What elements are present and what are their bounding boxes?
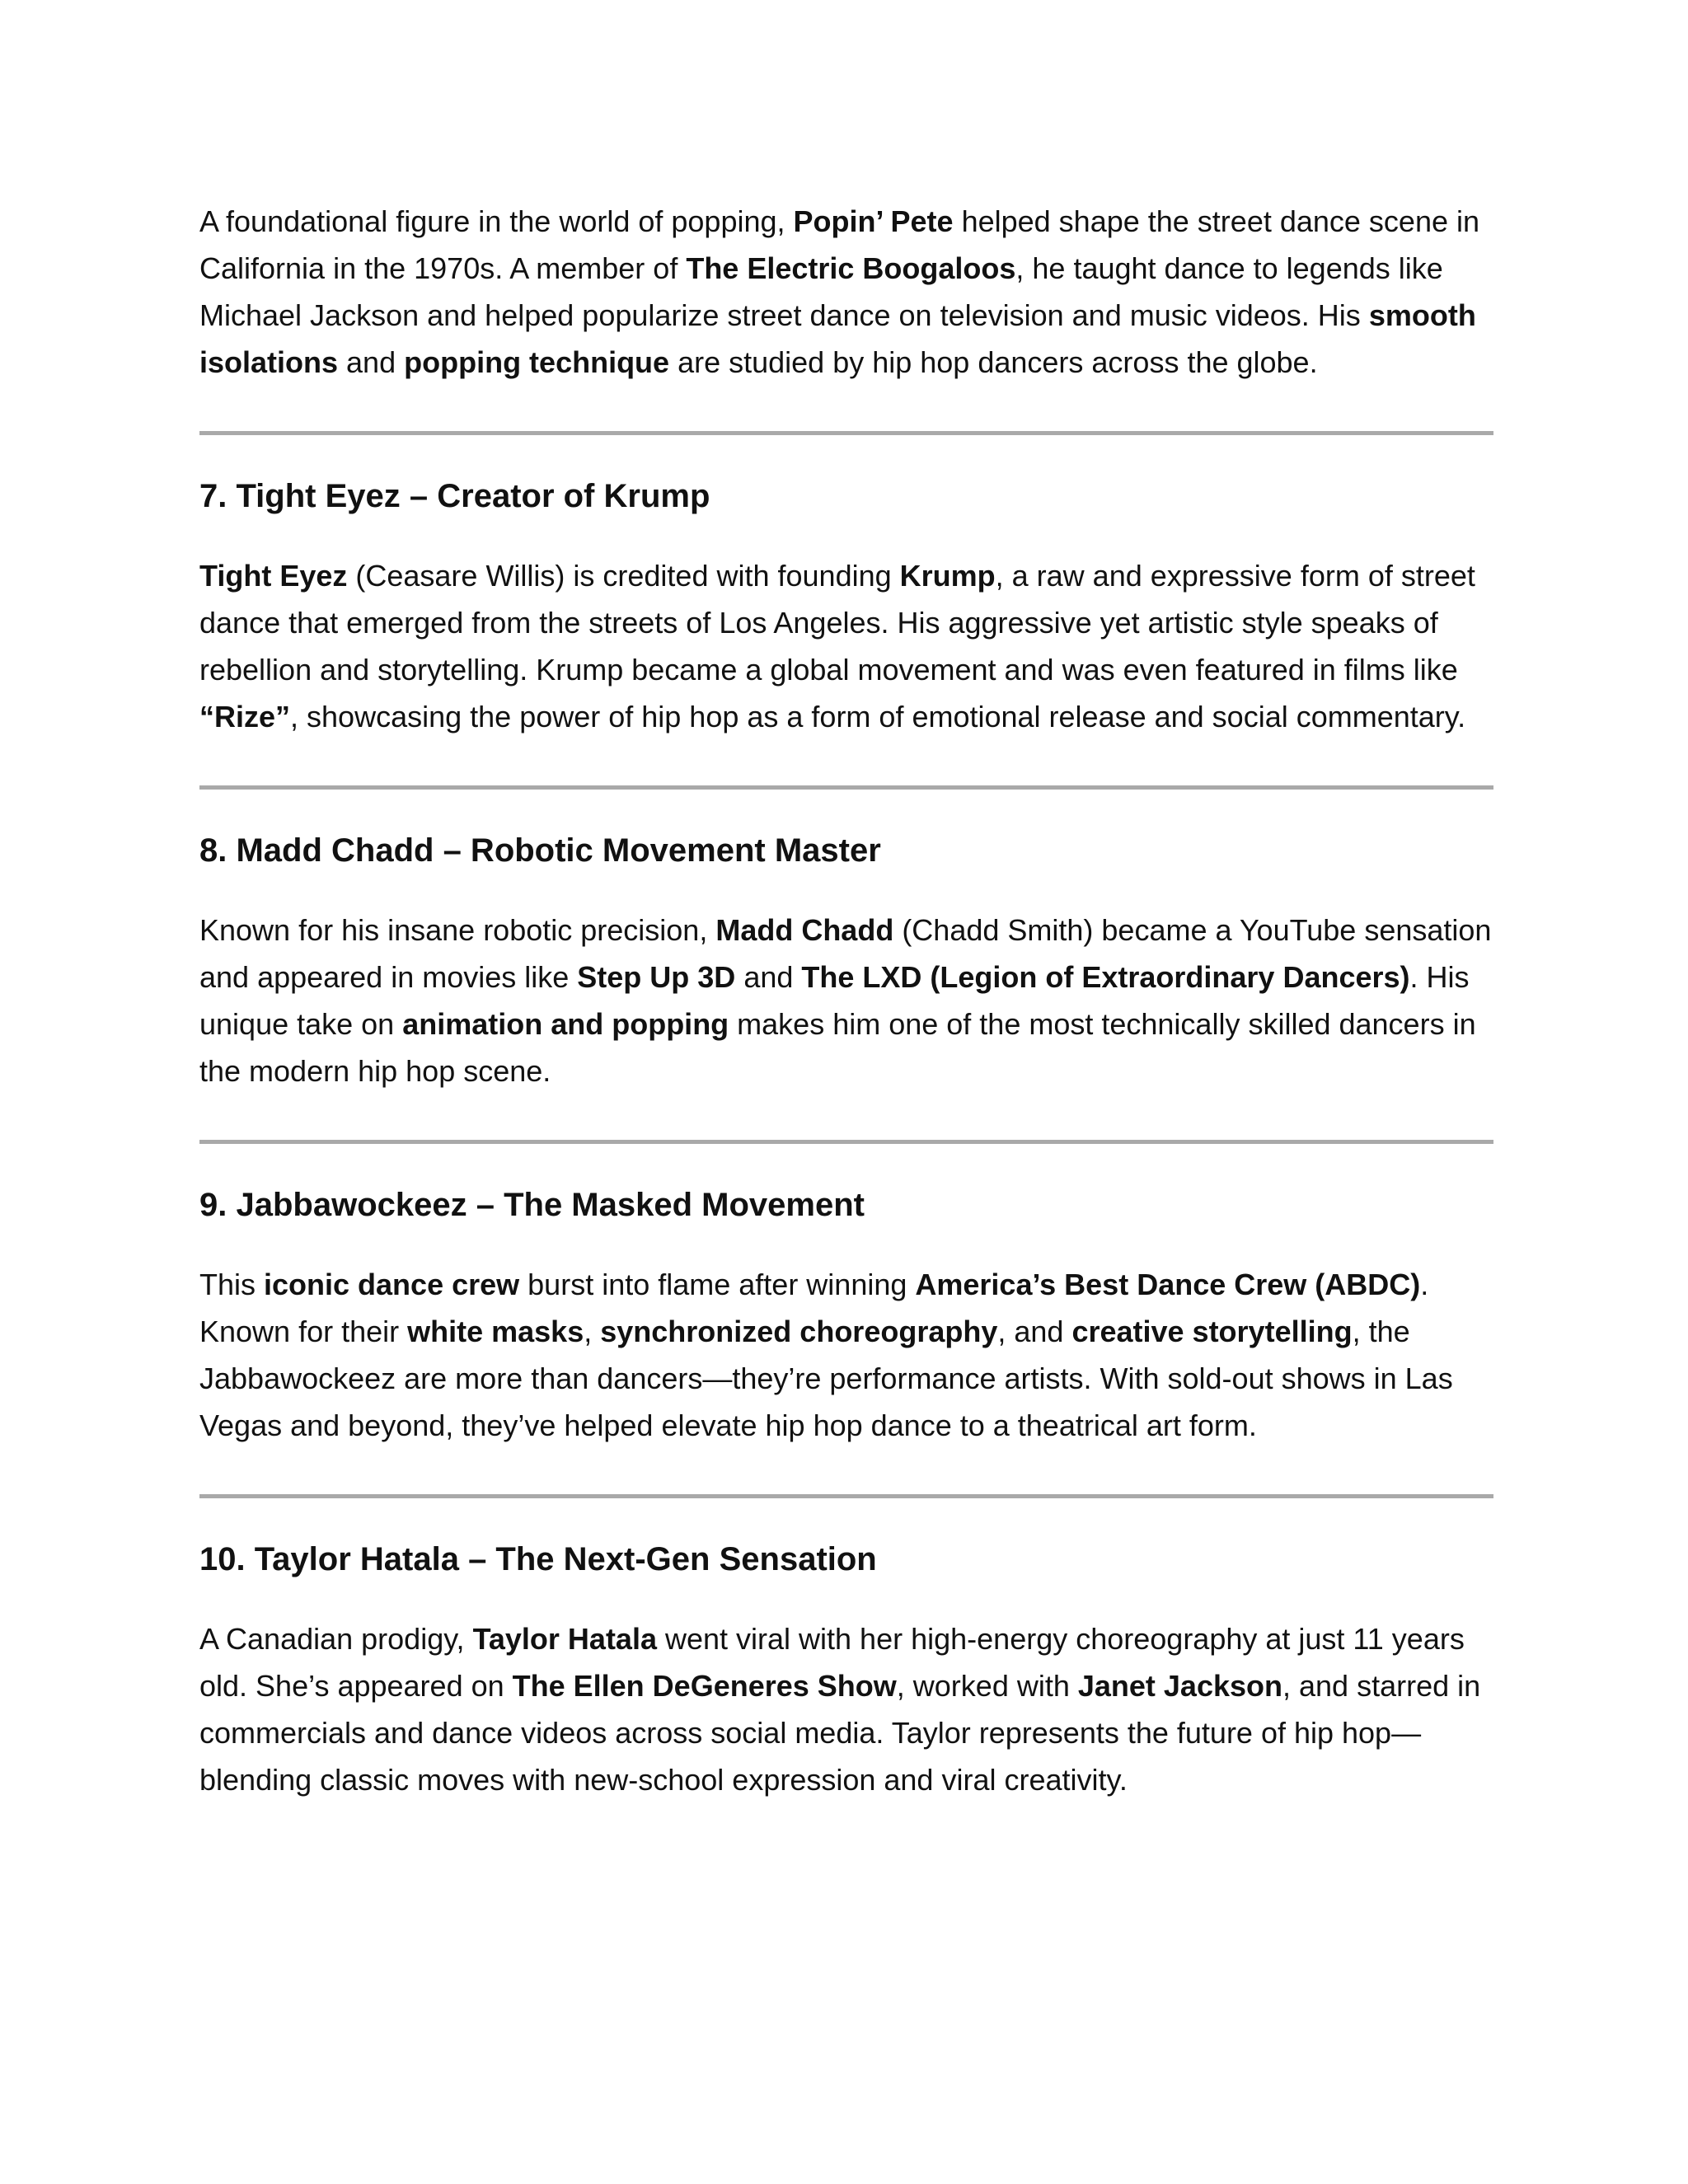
bold-text: popping technique — [404, 345, 670, 379]
bold-text: The Ellen DeGeneres Show — [512, 1669, 897, 1703]
section-7-heading: 7. Tight Eyez – Creator of Krump — [199, 478, 710, 514]
bold-text: Tight Eyez — [199, 559, 348, 593]
section-10-heading: 10. Taylor Hatala – The Next-Gen Sensation — [199, 1541, 877, 1577]
bold-text: Madd Chadd — [715, 913, 894, 947]
bold-text: Janet Jackson — [1077, 1669, 1282, 1703]
section-0-paragraph: A foundational figure in the world of popping, Popin’ Pete helped shape the street dance scene in California in the 1970s. A member of The Electric Boogaloos, he taught dance to legends like Michael Jackson and helped popularize street dance on television and music videos. His smooth isolations and popping technique are studied by hip hop dancers across the globe. — [199, 204, 1480, 379]
section-7-paragraph: Tight Eyez (Ceasare Willis) is credited with founding Krump, a raw and expressive form of street dance that emerged from the streets of Los Angeles. His aggressive yet artistic style speaks of rebellion and storytelling. Krump became a global movement and was even featured in films like “Rize”, showcasing the power of hip hop as a form of emotional release and social commentary. — [199, 559, 1475, 733]
bold-text: animation and popping — [402, 1007, 729, 1041]
bold-text: Popin’ Pete — [793, 204, 954, 238]
bold-text: The LXD (Legion of Extraordinary Dancers) — [801, 960, 1410, 994]
section-9-heading: 9. Jabbawockeez – The Masked Movement — [199, 1187, 865, 1223]
section-divider — [199, 431, 1493, 435]
bold-text: creative storytelling — [1071, 1315, 1353, 1348]
bold-text: synchronized choreography — [600, 1315, 998, 1348]
bold-text: Step Up 3D — [577, 960, 736, 994]
section-9-paragraph: This iconic dance crew burst into flame after winning America’s Best Dance Crew (ABDC). Known for their white masks, synchronized choreography, and creative storytelling, the Jabbawockeez are more than dancers—they’re performance artists. With sold-out shows in Las Vegas and beyond, they’ve helped elevate hip hop dance to a theatrical art form. — [199, 1268, 1453, 1442]
bold-text: America’s Best Dance Crew (ABDC) — [915, 1268, 1421, 1301]
bold-text: The Electric Boogaloos — [686, 251, 1016, 285]
section-8-paragraph: Known for his insane robotic precision, Madd Chadd (Chadd Smith) became a YouTube sensation and appeared in movies like Step Up 3D and The LXD (Legion of Extraordinary Dancers). His unique take on animation and popping makes him one of the most technically skilled dancers in the modern hip hop scene. — [199, 913, 1492, 1088]
section-divider — [199, 1140, 1493, 1144]
bold-text: smooth isolations — [199, 298, 1476, 379]
bold-text: Krump — [899, 559, 996, 593]
bold-text: iconic dance crew — [264, 1268, 520, 1301]
bold-text: white masks — [407, 1315, 584, 1348]
section-divider — [199, 785, 1493, 790]
bold-text: “Rize” — [199, 700, 291, 733]
section-8-heading: 8. Madd Chadd – Robotic Movement Master — [199, 832, 881, 869]
bold-text: Taylor Hatala — [472, 1622, 657, 1656]
section-10-paragraph: A Canadian prodigy, Taylor Hatala went viral with her high-energy choreography at just 11 years old. She’s appeared on The Ellen DeGeneres Show, worked with Janet Jackson, and starred in commercials and dance videos across social media. Taylor represents the future of hip hop—blending classic moves with new-school expression and viral creativity. — [199, 1622, 1481, 1797]
document-page — [199, 198, 1493, 1803]
section-divider — [199, 1494, 1493, 1498]
